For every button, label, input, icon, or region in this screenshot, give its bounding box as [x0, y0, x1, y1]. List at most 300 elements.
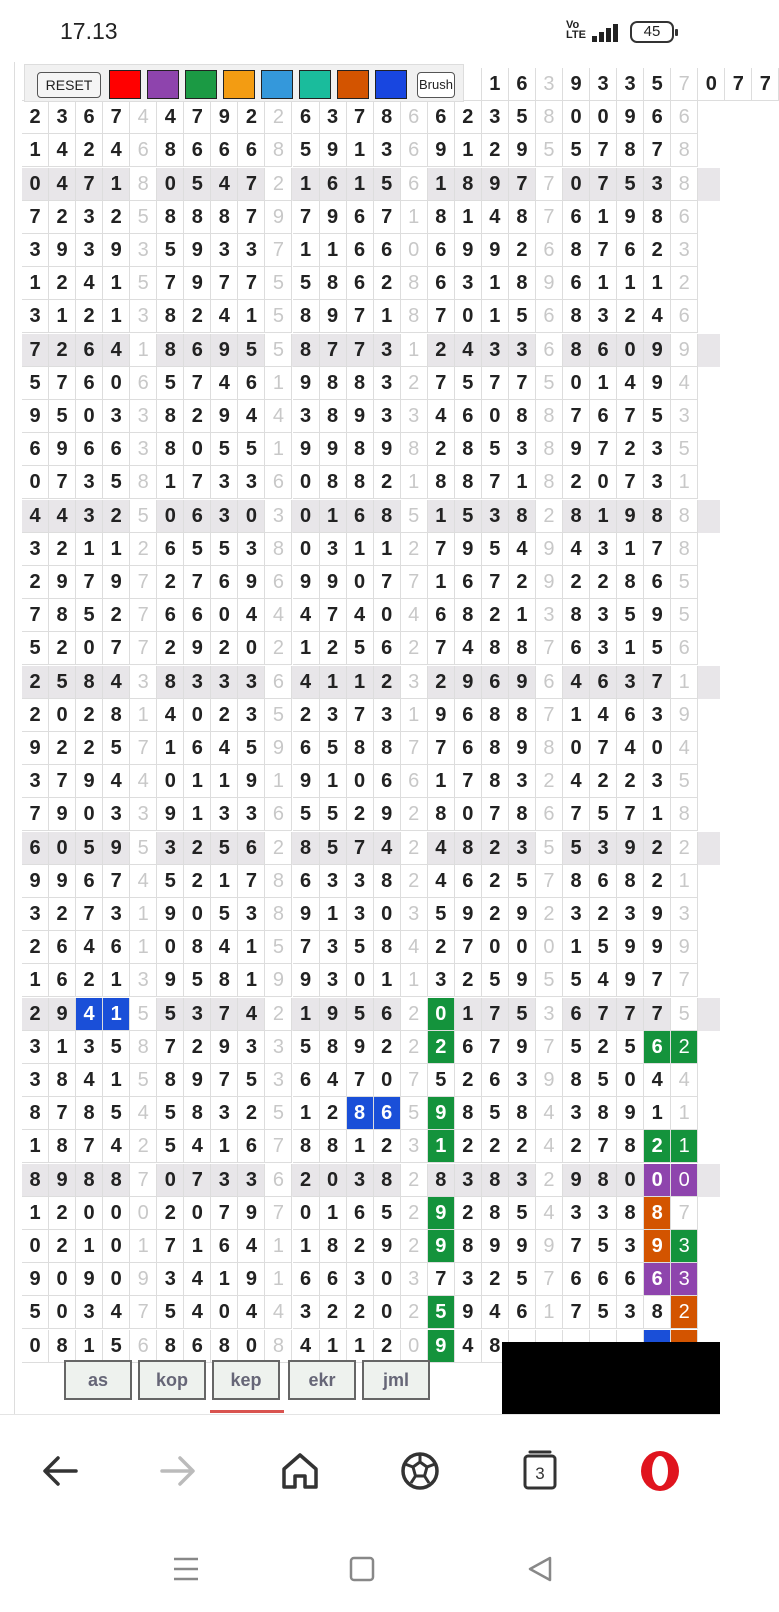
grid-cell[interactable]: 9: [509, 1230, 536, 1263]
grid-cell[interactable]: 6: [482, 666, 509, 699]
grid-cell[interactable]: 3: [130, 400, 157, 433]
grid-cell[interactable]: 1: [103, 1064, 130, 1097]
grid-cell[interactable]: 5: [671, 433, 698, 466]
grid-cell[interactable]: 0: [22, 168, 49, 201]
grid-cell[interactable]: 5: [644, 632, 671, 665]
grid-cell[interactable]: 8: [374, 101, 401, 134]
grid-cell[interactable]: 7: [752, 68, 779, 101]
grid-cell[interactable]: 2: [644, 234, 671, 267]
grid-cell[interactable]: 4: [184, 1130, 211, 1163]
grid-cell[interactable]: 6: [455, 732, 482, 765]
grid-cell[interactable]: 9: [536, 267, 563, 300]
grid-cell[interactable]: 3: [157, 1263, 184, 1296]
grid-cell[interactable]: 4: [428, 832, 455, 865]
highlighted-cell[interactable]: 8: [644, 1197, 671, 1230]
grid-cell[interactable]: 4: [536, 1197, 563, 1230]
grid-cell[interactable]: 3: [22, 1031, 49, 1064]
grid-cell[interactable]: 5: [590, 1230, 617, 1263]
grid-cell[interactable]: 6: [536, 234, 563, 267]
grid-cell[interactable]: 8: [455, 1097, 482, 1130]
grid-cell[interactable]: 7: [590, 168, 617, 201]
grid-cell[interactable]: 8: [103, 1164, 130, 1197]
grid-cell[interactable]: 4: [238, 998, 265, 1031]
swatch-green[interactable]: [185, 70, 217, 99]
grid-cell[interactable]: 2: [428, 666, 455, 699]
grid-cell[interactable]: 4: [536, 1130, 563, 1163]
grid-cell[interactable]: 5: [211, 533, 238, 566]
grid-cell[interactable]: 9: [293, 765, 320, 798]
grid-cell[interactable]: 3: [103, 898, 130, 931]
grid-cell[interactable]: 2: [401, 798, 428, 831]
highlighted-cell[interactable]: 8: [347, 1097, 374, 1130]
swatch-royal-blue[interactable]: [375, 70, 407, 99]
grid-cell[interactable]: 1: [347, 1330, 374, 1363]
grid-cell[interactable]: 9: [184, 234, 211, 267]
grid-cell[interactable]: 7: [22, 798, 49, 831]
grid-cell[interactable]: 7: [455, 765, 482, 798]
grid-cell[interactable]: 9: [563, 68, 590, 101]
grid-cell[interactable]: 6: [293, 865, 320, 898]
grid-cell[interactable]: 4: [455, 632, 482, 665]
grid-cell[interactable]: 5: [347, 632, 374, 665]
grid-cell[interactable]: 1: [211, 1130, 238, 1163]
grid-cell[interactable]: 1: [482, 267, 509, 300]
grid-cell[interactable]: 5: [590, 1296, 617, 1329]
grid-cell[interactable]: 8: [49, 1064, 76, 1097]
grid-cell[interactable]: 1: [509, 599, 536, 632]
grid-cell[interactable]: 3: [644, 433, 671, 466]
grid-cell[interactable]: 3: [293, 400, 320, 433]
grid-cell[interactable]: 9: [563, 433, 590, 466]
grid-cell[interactable]: 2: [401, 1031, 428, 1064]
grid-cell[interactable]: 1: [211, 865, 238, 898]
grid-cell[interactable]: 2: [265, 632, 292, 665]
grid-cell[interactable]: 2: [76, 300, 103, 333]
grid-cell[interactable]: 5: [76, 599, 103, 632]
grid-cell[interactable]: 7: [49, 367, 76, 400]
grid-cell[interactable]: 7: [671, 964, 698, 997]
grid-cell[interactable]: 9: [509, 134, 536, 167]
grid-cell[interactable]: 2: [374, 1130, 401, 1163]
grid-cell[interactable]: 9: [482, 168, 509, 201]
grid-cell[interactable]: 0: [374, 898, 401, 931]
grid-cell[interactable]: 2: [482, 865, 509, 898]
grid-cell[interactable]: 4: [644, 1064, 671, 1097]
grid-cell[interactable]: 1: [265, 367, 292, 400]
grid-cell[interactable]: 4: [130, 1097, 157, 1130]
grid-cell[interactable]: 9: [103, 832, 130, 865]
grid-cell[interactable]: 1: [590, 367, 617, 400]
grid-cell[interactable]: 2: [22, 699, 49, 732]
grid-cell[interactable]: 6: [293, 101, 320, 134]
grid-cell[interactable]: 8: [374, 865, 401, 898]
grid-cell[interactable]: 3: [563, 898, 590, 931]
grid-cell[interactable]: 2: [265, 101, 292, 134]
grid-cell[interactable]: 6: [184, 334, 211, 367]
grid-cell[interactable]: 0: [157, 500, 184, 533]
grid-cell[interactable]: 0: [374, 1296, 401, 1329]
grid-cell[interactable]: 8: [184, 931, 211, 964]
grid-cell[interactable]: 3: [22, 1064, 49, 1097]
grid-cell[interactable]: 5: [401, 1097, 428, 1130]
grid-cell[interactable]: 1: [293, 1230, 320, 1263]
grid-cell[interactable]: 5: [238, 433, 265, 466]
grid-cell[interactable]: 2: [157, 1197, 184, 1230]
grid-cell[interactable]: 4: [563, 666, 590, 699]
grid-cell[interactable]: 8: [401, 300, 428, 333]
grid-cell[interactable]: 6: [184, 1330, 211, 1363]
grid-cell[interactable]: 8: [455, 466, 482, 499]
grid-cell[interactable]: 3: [347, 898, 374, 931]
grid-cell[interactable]: 7: [590, 234, 617, 267]
grid-cell[interactable]: 7: [130, 632, 157, 665]
grid-cell[interactable]: 4: [76, 267, 103, 300]
grid-cell[interactable]: 6: [265, 666, 292, 699]
grid-cell[interactable]: 3: [265, 500, 292, 533]
grid-cell[interactable]: 7: [130, 566, 157, 599]
grid-cell[interactable]: 8: [293, 334, 320, 367]
grid-cell[interactable]: 5: [509, 1197, 536, 1230]
grid-cell[interactable]: 4: [49, 168, 76, 201]
grid-cell[interactable]: 7: [482, 798, 509, 831]
grid-cell[interactable]: 2: [347, 1296, 374, 1329]
highlighted-cell[interactable]: 9: [428, 1230, 455, 1263]
grid-cell[interactable]: 5: [103, 1031, 130, 1064]
grid-cell[interactable]: 6: [455, 566, 482, 599]
grid-cell[interactable]: 9: [184, 267, 211, 300]
highlighted-cell[interactable]: 9: [428, 1330, 455, 1363]
grid-cell[interactable]: 1: [320, 500, 347, 533]
grid-cell[interactable]: 6: [49, 931, 76, 964]
grid-cell[interactable]: 3: [211, 500, 238, 533]
grid-cell[interactable]: 7: [482, 566, 509, 599]
grid-cell[interactable]: 4: [103, 1130, 130, 1163]
grid-cell[interactable]: 9: [455, 666, 482, 699]
grid-cell[interactable]: 0: [157, 168, 184, 201]
grid-cell[interactable]: 9: [536, 566, 563, 599]
grid-cell[interactable]: 3: [374, 334, 401, 367]
grid-cell[interactable]: 3: [238, 1031, 265, 1064]
grid-cell[interactable]: 4: [238, 599, 265, 632]
grid-cell[interactable]: 9: [157, 898, 184, 931]
grid-cell[interactable]: 4: [293, 599, 320, 632]
grid-cell[interactable]: 9: [374, 798, 401, 831]
grid-cell[interactable]: 3: [509, 1164, 536, 1197]
grid-cell[interactable]: 2: [401, 533, 428, 566]
grid-cell[interactable]: 3: [347, 1164, 374, 1197]
grid-cell[interactable]: 6: [238, 1130, 265, 1163]
grid-cell[interactable]: 2: [49, 201, 76, 234]
grid-cell[interactable]: 5: [157, 1296, 184, 1329]
grid-cell[interactable]: 7: [401, 566, 428, 599]
highlighted-cell[interactable]: 6: [644, 1031, 671, 1064]
grid-cell[interactable]: 5: [509, 300, 536, 333]
grid-cell[interactable]: 5: [320, 732, 347, 765]
grid-cell[interactable]: 2: [455, 101, 482, 134]
grid-cell[interactable]: 2: [401, 1197, 428, 1230]
grid-cell[interactable]: 1: [428, 566, 455, 599]
grid-cell[interactable]: 1: [428, 168, 455, 201]
grid-cell[interactable]: 3: [671, 234, 698, 267]
grid-cell[interactable]: 8: [374, 1164, 401, 1197]
grid-cell[interactable]: 7: [644, 134, 671, 167]
grid-cell[interactable]: 8: [428, 1164, 455, 1197]
grid-cell[interactable]: 1: [76, 1230, 103, 1263]
grid-cell[interactable]: 5: [265, 699, 292, 732]
highlighted-cell[interactable]: 4: [76, 998, 103, 1031]
grid-cell[interactable]: 0: [49, 699, 76, 732]
grid-cell[interactable]: 2: [509, 566, 536, 599]
grid-cell[interactable]: 3: [671, 400, 698, 433]
grid-cell[interactable]: 3: [374, 699, 401, 732]
grid-cell[interactable]: 1: [671, 1097, 698, 1130]
grid-cell[interactable]: 7: [482, 1031, 509, 1064]
grid-cell[interactable]: 5: [509, 1263, 536, 1296]
grid-cell[interactable]: 9: [617, 832, 644, 865]
grid-cell[interactable]: 2: [49, 1197, 76, 1230]
grid-cell[interactable]: 7: [320, 334, 347, 367]
grid-cell[interactable]: 8: [157, 201, 184, 234]
grid-cell[interactable]: 3: [536, 599, 563, 632]
grid-cell[interactable]: 8: [157, 433, 184, 466]
grid-cell[interactable]: 5: [238, 732, 265, 765]
grid-cell[interactable]: 5: [482, 433, 509, 466]
grid-cell[interactable]: 3: [211, 234, 238, 267]
grid-cell[interactable]: 8: [617, 134, 644, 167]
grid-cell[interactable]: 5: [590, 1064, 617, 1097]
grid-cell[interactable]: 7: [590, 433, 617, 466]
grid-cell[interactable]: 7: [130, 732, 157, 765]
grid-cell[interactable]: 8: [293, 1130, 320, 1163]
grid-cell[interactable]: 9: [76, 1263, 103, 1296]
grid-cell[interactable]: 5: [374, 168, 401, 201]
grid-cell[interactable]: 2: [455, 964, 482, 997]
grid-cell[interactable]: 9: [22, 865, 49, 898]
tab-kop[interactable]: kop: [138, 1360, 206, 1400]
grid-cell[interactable]: 6: [347, 267, 374, 300]
grid-cell[interactable]: 9: [617, 1097, 644, 1130]
grid-cell[interactable]: 3: [76, 1296, 103, 1329]
grid-cell[interactable]: 7: [563, 1296, 590, 1329]
grid-cell[interactable]: 5: [563, 964, 590, 997]
highlighted-cell[interactable]: 2: [428, 1031, 455, 1064]
highlighted-cell[interactable]: 0: [428, 998, 455, 1031]
recents-icon[interactable]: [166, 1554, 206, 1584]
grid-cell[interactable]: 1: [130, 931, 157, 964]
grid-cell[interactable]: 9: [509, 898, 536, 931]
grid-cell[interactable]: 8: [157, 666, 184, 699]
grid-cell[interactable]: 6: [563, 267, 590, 300]
grid-cell[interactable]: 9: [293, 566, 320, 599]
grid-cell[interactable]: 6: [320, 168, 347, 201]
grid-cell[interactable]: 4: [401, 599, 428, 632]
highlighted-cell[interactable]: 1: [671, 1130, 698, 1163]
grid-cell[interactable]: 2: [76, 699, 103, 732]
grid-cell[interactable]: 7: [130, 1296, 157, 1329]
grid-cell[interactable]: 2: [22, 566, 49, 599]
grid-cell[interactable]: 0: [184, 699, 211, 732]
grid-cell[interactable]: 2: [265, 998, 292, 1031]
grid-cell[interactable]: 3: [644, 466, 671, 499]
grid-cell[interactable]: 2: [265, 832, 292, 865]
highlighted-cell[interactable]: 0: [644, 1164, 671, 1197]
grid-cell[interactable]: 7: [536, 168, 563, 201]
grid-cell[interactable]: 6: [238, 134, 265, 167]
grid-cell[interactable]: 7: [536, 865, 563, 898]
grid-cell[interactable]: 5: [76, 832, 103, 865]
grid-cell[interactable]: 7: [644, 533, 671, 566]
highlighted-cell[interactable]: 5: [428, 1296, 455, 1329]
grid-cell[interactable]: 4: [103, 1296, 130, 1329]
grid-cell[interactable]: 5: [590, 798, 617, 831]
grid-cell[interactable]: 2: [157, 632, 184, 665]
grid-cell[interactable]: 4: [211, 168, 238, 201]
grid-cell[interactable]: 5: [563, 134, 590, 167]
grid-cell[interactable]: 0: [76, 798, 103, 831]
tabs-icon[interactable]: [512, 1443, 568, 1499]
grid-cell[interactable]: 9: [617, 101, 644, 134]
grid-cell[interactable]: 7: [347, 334, 374, 367]
grid-cell[interactable]: 5: [320, 798, 347, 831]
grid-cell[interactable]: 3: [482, 101, 509, 134]
grid-cell[interactable]: 6: [455, 699, 482, 732]
grid-cell[interactable]: 5: [157, 1097, 184, 1130]
grid-cell[interactable]: 6: [590, 865, 617, 898]
grid-cell[interactable]: 8: [617, 566, 644, 599]
grid-cell[interactable]: 3: [401, 666, 428, 699]
grid-cell[interactable]: 6: [184, 599, 211, 632]
grid-cell[interactable]: 3: [482, 500, 509, 533]
grid-cell[interactable]: 1: [22, 134, 49, 167]
grid-cell[interactable]: 8: [401, 433, 428, 466]
grid-cell[interactable]: 4: [293, 666, 320, 699]
grid-cell[interactable]: 8: [671, 533, 698, 566]
grid-cell[interactable]: 0: [644, 732, 671, 765]
grid-cell[interactable]: 6: [590, 666, 617, 699]
grid-cell[interactable]: 2: [184, 300, 211, 333]
grid-cell[interactable]: 2: [617, 300, 644, 333]
grid-cell[interactable]: 1: [22, 267, 49, 300]
grid-cell[interactable]: 3: [401, 898, 428, 931]
grid-cell[interactable]: 6: [617, 699, 644, 732]
grid-cell[interactable]: 3: [320, 533, 347, 566]
grid-cell[interactable]: 3: [184, 666, 211, 699]
grid-cell[interactable]: 0: [509, 931, 536, 964]
grid-cell[interactable]: 5: [265, 1097, 292, 1130]
grid-cell[interactable]: 8: [563, 300, 590, 333]
grid-cell[interactable]: 7: [617, 466, 644, 499]
grid-cell[interactable]: 8: [347, 367, 374, 400]
grid-cell[interactable]: 4: [671, 367, 698, 400]
grid-cell[interactable]: 2: [644, 865, 671, 898]
grid-cell[interactable]: 2: [130, 533, 157, 566]
grid-cell[interactable]: 7: [211, 1064, 238, 1097]
grid-cell[interactable]: 8: [590, 1097, 617, 1130]
grid-cell[interactable]: 4: [590, 964, 617, 997]
grid-cell[interactable]: 4: [130, 101, 157, 134]
grid-cell[interactable]: 1: [320, 765, 347, 798]
grid-cell[interactable]: 5: [455, 500, 482, 533]
highlighted-cell[interactable]: 2: [671, 1296, 698, 1329]
grid-cell[interactable]: 7: [536, 1031, 563, 1064]
grid-cell[interactable]: 5: [671, 765, 698, 798]
grid-cell[interactable]: 7: [428, 632, 455, 665]
grid-cell[interactable]: 6: [22, 832, 49, 865]
grid-cell[interactable]: 9: [374, 1230, 401, 1263]
grid-cell[interactable]: 7: [428, 367, 455, 400]
grid-cell[interactable]: 1: [455, 998, 482, 1031]
grid-cell[interactable]: 6: [238, 832, 265, 865]
grid-cell[interactable]: 7: [211, 998, 238, 1031]
grid-cell[interactable]: 8: [320, 1130, 347, 1163]
grid-cell[interactable]: 8: [22, 1097, 49, 1130]
grid-cell[interactable]: 1: [590, 201, 617, 234]
grid-cell[interactable]: 1: [22, 964, 49, 997]
grid-cell[interactable]: 1: [130, 334, 157, 367]
grid-cell[interactable]: 3: [211, 1164, 238, 1197]
grid-cell[interactable]: 7: [211, 1197, 238, 1230]
grid-cell[interactable]: 1: [401, 699, 428, 732]
grid-cell[interactable]: 3: [536, 998, 563, 1031]
grid-cell[interactable]: 8: [509, 201, 536, 234]
grid-cell[interactable]: 5: [509, 998, 536, 1031]
grid-cell[interactable]: 7: [211, 267, 238, 300]
grid-cell[interactable]: 8: [293, 300, 320, 333]
grid-cell[interactable]: 1: [644, 1097, 671, 1130]
grid-cell[interactable]: 3: [211, 666, 238, 699]
grid-cell[interactable]: 6: [184, 500, 211, 533]
grid-cell[interactable]: 0: [238, 1330, 265, 1363]
grid-cell[interactable]: 7: [76, 1130, 103, 1163]
grid-cell[interactable]: 9: [184, 632, 211, 665]
grid-cell[interactable]: 1: [644, 267, 671, 300]
grid-cell[interactable]: 9: [617, 500, 644, 533]
grid-cell[interactable]: 3: [644, 765, 671, 798]
grid-cell[interactable]: 2: [401, 832, 428, 865]
grid-cell[interactable]: 8: [671, 500, 698, 533]
grid-cell[interactable]: 7: [590, 134, 617, 167]
grid-cell[interactable]: 4: [671, 1064, 698, 1097]
grid-cell[interactable]: 4: [103, 666, 130, 699]
grid-cell[interactable]: 1: [455, 201, 482, 234]
grid-cell[interactable]: 2: [482, 1130, 509, 1163]
grid-cell[interactable]: 2: [590, 566, 617, 599]
grid-cell[interactable]: 2: [563, 1130, 590, 1163]
grid-cell[interactable]: 6: [536, 798, 563, 831]
grid-cell[interactable]: 5: [157, 234, 184, 267]
grid-cell[interactable]: 3: [130, 234, 157, 267]
grid-cell[interactable]: 2: [455, 1064, 482, 1097]
grid-cell[interactable]: 0: [103, 1197, 130, 1230]
grid-cell[interactable]: 2: [76, 732, 103, 765]
grid-cell[interactable]: 6: [130, 134, 157, 167]
grid-cell[interactable]: 2: [644, 832, 671, 865]
grid-cell[interactable]: 8: [320, 1031, 347, 1064]
grid-cell[interactable]: 1: [157, 732, 184, 765]
grid-cell[interactable]: 5: [103, 732, 130, 765]
grid-cell[interactable]: 0: [482, 931, 509, 964]
grid-cell[interactable]: 2: [49, 898, 76, 931]
grid-cell[interactable]: 6: [265, 1164, 292, 1197]
grid-cell[interactable]: 5: [184, 964, 211, 997]
grid-cell[interactable]: 8: [455, 1230, 482, 1263]
grid-cell[interactable]: 2: [401, 367, 428, 400]
grid-cell[interactable]: 1: [374, 300, 401, 333]
grid-cell[interactable]: 9: [644, 334, 671, 367]
grid-cell[interactable]: 0: [49, 1296, 76, 1329]
grid-cell[interactable]: 9: [536, 533, 563, 566]
grid-cell[interactable]: 5: [482, 964, 509, 997]
